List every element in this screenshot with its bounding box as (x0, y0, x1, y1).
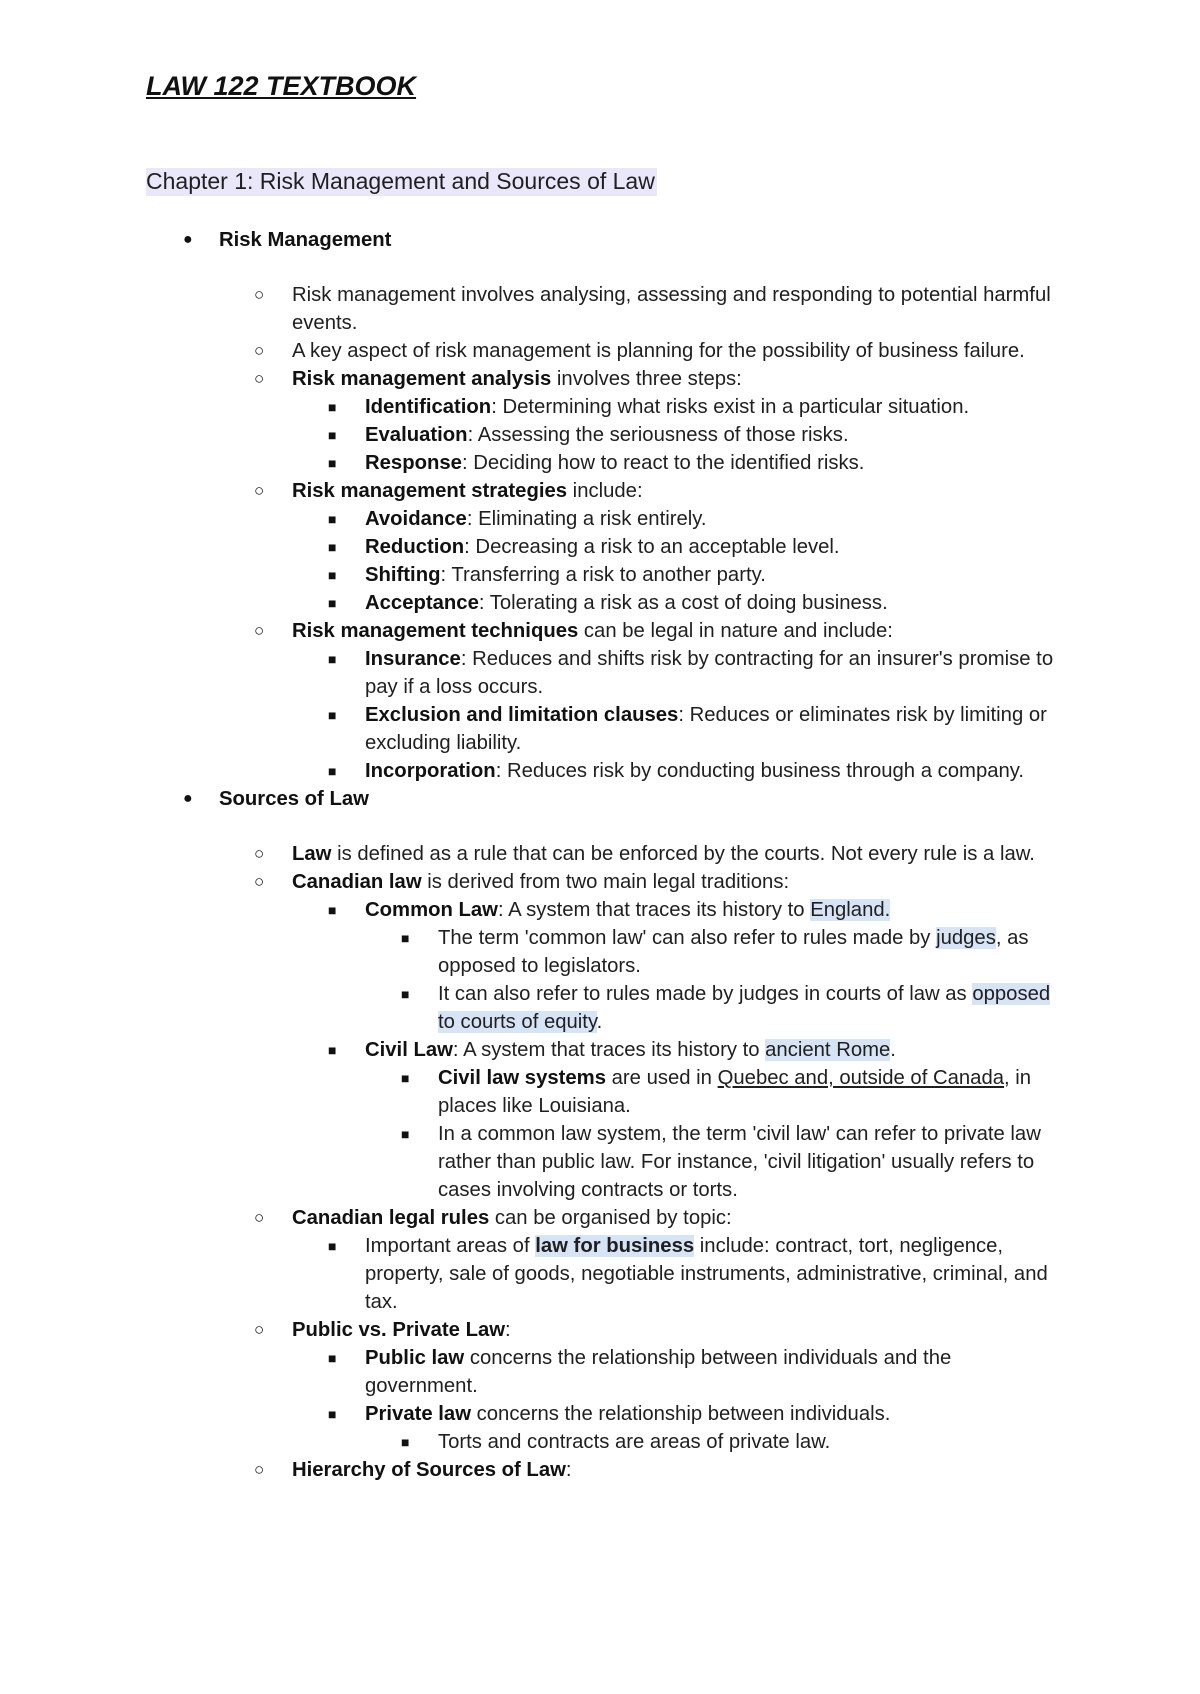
section-heading-sources-of-law: ● Sources of Law (0, 785, 1079, 813)
bullet-circle-icon: ○ (254, 341, 265, 360)
bullet-circle-icon: ○ (254, 1460, 265, 1479)
list-item-public-private: ○ Public vs. Private Law: (0, 1316, 1074, 1344)
list-item: ■ The term 'common law' can also refer to rules made by judges, as opposed to legislators. (0, 924, 1068, 980)
list-item: ■ Torts and contracts are areas of private law. (0, 1428, 1068, 1456)
list-item: ○ Risk management involves analysing, assessing and responding to potential harmful events. (0, 281, 1074, 337)
bullet-square-icon: ■ (328, 1406, 337, 1422)
list-item: ■ Civil law systems are used in Quebec and, outside of Canada, in places like Louisiana. (0, 1064, 1068, 1120)
highlight: England. (810, 899, 891, 921)
bullet-circle-icon: ○ (254, 844, 265, 863)
bullet-circle-icon: ○ (254, 369, 265, 388)
bullet-square-icon: ■ (401, 1070, 410, 1086)
bullet-square-icon: ■ (328, 399, 337, 415)
section-heading-risk-management: ● Risk Management (0, 226, 1079, 254)
list-item: ■ Incorporation: Reduces risk by conducting business through a company. (0, 757, 1065, 785)
bullet-square-icon: ■ (328, 567, 337, 583)
chapter-heading (146, 168, 657, 196)
list-item: ■ Shifting: Transferring a risk to another party. (0, 561, 1065, 589)
list-item: ■ Avoidance: Eliminating a risk entirely. (0, 505, 1065, 533)
document-title: LAW 122 TEXTBOOK (146, 71, 417, 101)
highlight: opposed to courts of equity (438, 983, 1051, 1033)
bullet-circle-icon: ○ (254, 1320, 265, 1339)
chapter-title-text: Chapter 1: Risk Management and Sources of Law (146, 168, 655, 194)
list-item: ■ Exclusion and limitation clauses: Reduces or eliminates risk by limiting or excluding liability. (0, 701, 1065, 757)
highlight: law for business (535, 1235, 695, 1257)
bullet-circle-icon: ○ (254, 621, 265, 640)
bullet-square-icon: ■ (328, 1350, 337, 1366)
bullet-square-icon: ■ (401, 986, 410, 1002)
list-item-hierarchy: ○ Hierarchy of Sources of Law: (0, 1456, 1074, 1484)
list-item: ■ In a common law system, the term 'civil law' can refer to private law rather than public law. For instance, 'civil litigation' usually refers to cases involving contracts or torts. (0, 1120, 1068, 1204)
bullet-square-icon: ■ (328, 707, 337, 723)
list-item: ■ Evaluation: Assessing the seriousness of those risks. (0, 421, 1065, 449)
bullet-square-icon: ■ (401, 930, 410, 946)
bullet-square-icon: ■ (328, 763, 337, 779)
bullet-square-icon: ■ (401, 1434, 410, 1450)
highlight: judges (936, 927, 996, 949)
list-item-canadian-law: ○ Canadian law is derived from two main legal traditions: (0, 868, 1074, 896)
bullet-square-icon: ■ (401, 1126, 410, 1142)
list-item: ■ Important areas of law for business include: contract, tort, negligence, property, sale of goods, negotiable instruments, administrative, criminal, and tax. (0, 1232, 1065, 1316)
bullet-circle-icon: ○ (254, 481, 265, 500)
bullet-square-icon: ■ (328, 539, 337, 555)
bullet-circle-icon: ○ (254, 872, 265, 891)
list-item: ■ Insurance: Reduces and shifts risk by contracting for an insurer's promise to pay if a loss occurs. (0, 645, 1065, 701)
bullet-circle-icon: ○ (254, 1208, 265, 1227)
list-item-risk-techniques: ○ Risk management techniques can be legal in nature and include: (0, 617, 1074, 645)
bullet-square-icon: ■ (328, 511, 337, 527)
list-item: ■ Response: Deciding how to react to the identified risks. (0, 449, 1065, 477)
bullet-square-icon: ■ (328, 595, 337, 611)
bullet-disc-icon: ● (183, 790, 193, 807)
bullet-square-icon: ■ (328, 427, 337, 443)
highlight: ancient Rome (765, 1039, 891, 1061)
bullet-disc-icon: ● (183, 231, 193, 248)
list-item-civil-law: ■ Civil Law: A system that traces its history to ancient Rome. (0, 1036, 1065, 1064)
list-item-risk-analysis: ○ Risk management analysis involves three steps: (0, 365, 1074, 393)
bullet-square-icon: ■ (328, 902, 337, 918)
list-item: ■ It can also refer to rules made by judges in courts of law as opposed to courts of equity. (0, 980, 1068, 1036)
underlined-text: Quebec and, outside of Canada (717, 1067, 1005, 1089)
bullet-square-icon: ■ (328, 651, 337, 667)
list-item: ■ Public law concerns the relationship between individuals and the government. (0, 1344, 1065, 1400)
list-item-legal-rules: ○ Canadian legal rules can be organised by topic: (0, 1204, 1074, 1232)
list-item: ■ Acceptance: Tolerating a risk as a cost of doing business. (0, 589, 1065, 617)
list-item-common-law: ■ Common Law: A system that traces its history to England. (0, 896, 1065, 924)
bullet-square-icon: ■ (328, 455, 337, 471)
bullet-circle-icon: ○ (254, 285, 265, 304)
list-item: ■ Private law concerns the relationship between individuals. (0, 1400, 1065, 1428)
list-item: ■ Identification: Determining what risks exist in a particular situation. (0, 393, 1065, 421)
list-item: ○ A key aspect of risk management is planning for the possibility of business failure. (0, 337, 1074, 365)
bullet-square-icon: ■ (328, 1042, 337, 1058)
list-item: ■ Reduction: Decreasing a risk to an acceptable level. (0, 533, 1065, 561)
list-item-risk-strategies: ○ Risk management strategies include: (0, 477, 1074, 505)
notes-content (0, 226, 1200, 1484)
list-item-law-definition: ○ Law is defined as a rule that can be enforced by the courts. Not every rule is a law. (0, 840, 1074, 868)
bullet-square-icon: ■ (328, 1238, 337, 1254)
